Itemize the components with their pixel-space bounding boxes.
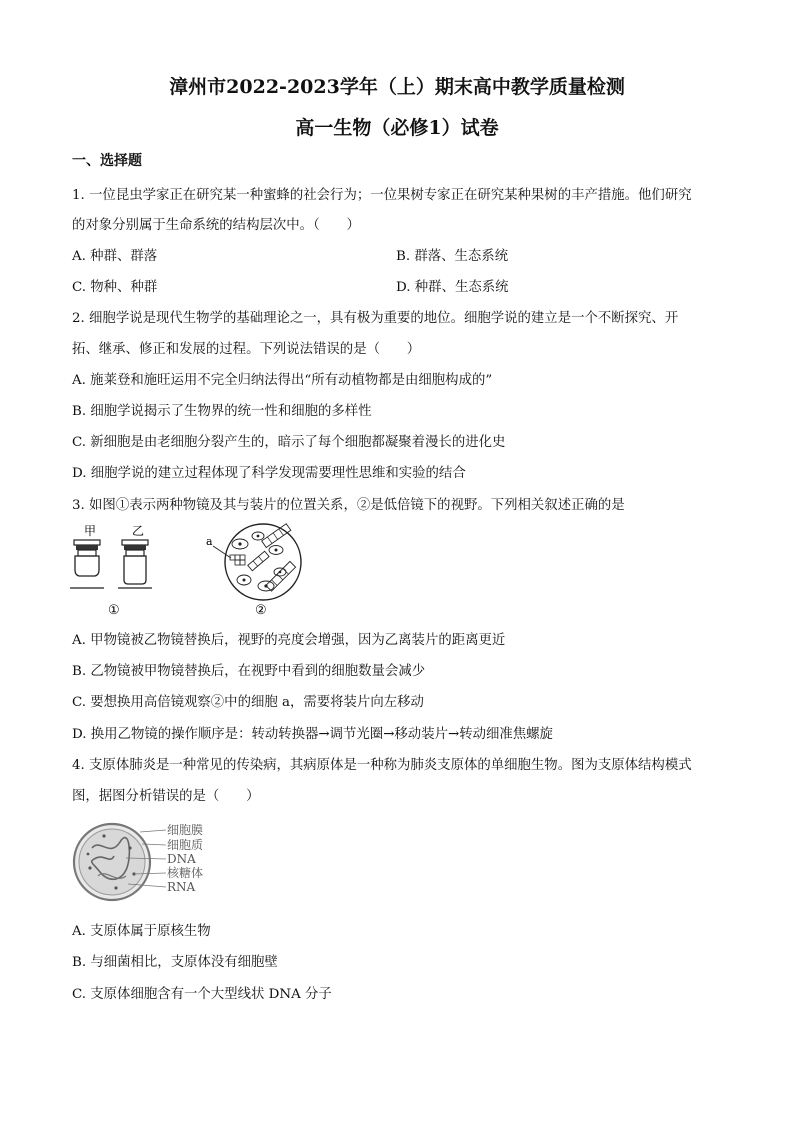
- q2-stem-line2: 拓、继承、修正和发展的过程。下列说法错误的是（ ）: [72, 342, 421, 357]
- q4-option-b: B. 与细菌相比，支原体没有细胞壁: [72, 955, 278, 970]
- label-cell-a: a: [206, 535, 213, 548]
- label-yi: 乙: [132, 524, 145, 538]
- page-title: 漳州市2022-2023学年（上）期末高中教学质量检测: [169, 76, 625, 98]
- q1-stem-line1: 1. 一位昆虫学家正在研究某一种蜜蜂的社会行为；一位果树专家正在研究某种果树的丰产措施。他们研究: [72, 188, 692, 203]
- q4-stem-line2: 图，据图分析错误的是（ ）: [72, 789, 260, 804]
- q1-option-a: A. 种群、群落: [72, 249, 158, 264]
- objective-yi-icon: [118, 540, 152, 588]
- label-cytoplasm: 细胞质: [167, 838, 204, 852]
- mycoplasma-figure: [70, 818, 230, 908]
- q4-option-a: A. 支原体属于原核生物: [72, 924, 211, 939]
- label-cell-membrane: 细胞膜: [167, 823, 204, 837]
- q3-option-b: B. 乙物镜被甲物镜替换后，在视野中看到的细胞数量会减少: [72, 664, 426, 679]
- q2-option-b: B. 细胞学说揭示了生物界的统一性和细胞的多样性: [72, 404, 372, 419]
- label-fig-2: ②: [255, 603, 267, 618]
- q4-option-c: C. 支原体细胞含有一个大型线状 DNA 分子: [72, 987, 332, 1002]
- label-ribosome: 核糖体: [167, 866, 204, 880]
- label-dna: DNA: [167, 852, 196, 866]
- q3-option-c: C. 要想换用高倍镜观察②中的细胞 a，需要将装片向左移动: [72, 695, 424, 710]
- q3-option-d: D. 换用乙物镜的操作顺序是：转动转换器→调节光圈→移动装片→转动细准焦螺旋: [72, 727, 553, 742]
- q1-stem-line2: 的对象分别属于生命系统的结构层次中。（ ）: [72, 218, 360, 233]
- q1-option-b: B. 群落、生态系统: [396, 249, 509, 264]
- q3-stem-line1: 3. 如图①表示两种物镜及其与装片的位置关系，②是低倍镜下的视野。下列相关叙述正确的是: [72, 498, 625, 513]
- label-jia: 甲: [84, 524, 97, 538]
- q2-option-a: A. 施莱登和施旺运用不完全归纳法得出“所有动植物都是由细胞构成的”: [72, 373, 493, 388]
- q1-option-d: D. 种群、生态系统: [396, 280, 509, 295]
- section-heading: 一、选择题: [72, 153, 142, 169]
- q4-stem-line1: 4. 支原体肺炎是一种常见的传染病，其病原体是一种称为肺炎支原体的单细胞生物。图为支原体结构模式: [72, 758, 692, 773]
- mycoplasma-cell-icon: [74, 824, 166, 900]
- q2-option-c: C. 新细胞是由老细胞分裂产生的，暗示了每个细胞都凝聚着漫长的进化史: [72, 435, 506, 450]
- microscope-figure: [68, 522, 308, 622]
- q3-option-a: A. 甲物镜被乙物镜替换后，视野的亮度会增强，因为乙离装片的距离更近: [72, 633, 506, 648]
- page-subtitle: 高一生物（必修1）试卷: [295, 117, 499, 139]
- label-rna: RNA: [167, 880, 196, 894]
- objective-jia-icon: [70, 540, 104, 588]
- label-fig-1: ①: [108, 603, 120, 618]
- q1-option-c: C. 物种、种群: [72, 280, 158, 295]
- q2-stem-line1: 2. 细胞学说是现代生物学的基础理论之一，具有极为重要的地位。细胞学说的建立是一个不断探究、开: [72, 311, 679, 326]
- field-of-view-icon: [213, 524, 301, 600]
- q2-option-d: D. 细胞学说的建立过程体现了科学发现需要理性思维和实验的结合: [72, 466, 466, 481]
